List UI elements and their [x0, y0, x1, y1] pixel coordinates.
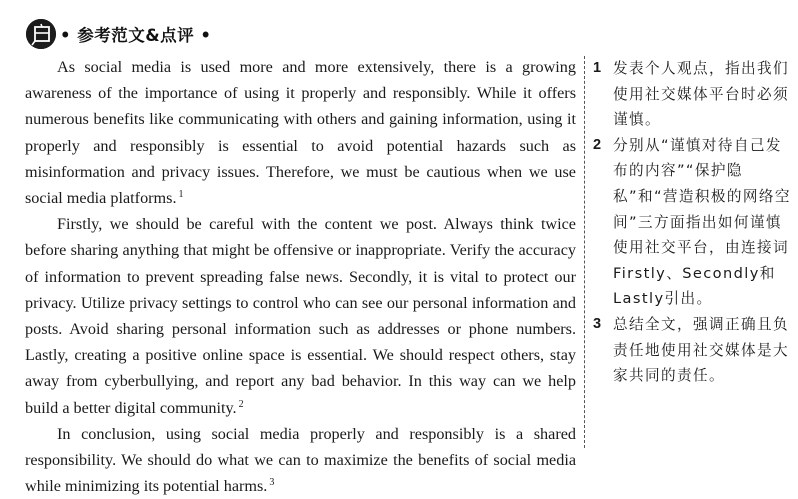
- note-number: 2: [593, 136, 602, 153]
- commentary-notes: [593, 56, 793, 389]
- essay-paragraph-3-text: In conclusion, using social media properly and responsibly is a shared responsibility. We should do what we can to maximize the benefits of social media while minimizing its potential harms.: [25, 424, 576, 496]
- essay-paragraph-2: [25, 211, 576, 421]
- model-essay: [25, 54, 576, 499]
- note-text: 分别从“谨慎对待自己发布的内容”“保护隐私”和“营造积极的网络空间”三方面指出如何谨慎使用社交平台，由连接词Firstly、Secondly和Lastly引出。: [613, 136, 791, 308]
- commentary-note-2: [593, 133, 793, 312]
- door-glyph-icon: [26, 19, 56, 49]
- essay-paragraph-3: [25, 421, 576, 499]
- section-title: • 参考范文&点评 •: [60, 26, 212, 45]
- section-badge-icon: [26, 19, 56, 49]
- essay-paragraph-1-text: As social media is used more and more extensively, there is a growing awareness of the importance of using it properly and responsibly. While it offers numerous benefits like communicating with others and gaining information, using it properly and responsibly is essential to avoid potential hazards such as misinformation and privacy issues. Therefore, we must be cautious when we use social media platforms.: [25, 58, 576, 208]
- note-ref-1: 1: [178, 189, 184, 201]
- essay-paragraph-1: [25, 54, 576, 211]
- essay-paragraph-2-text: Firstly, we should be careful with the content we post. Always think twice before sharing anything that might be offensive or inappropriate. Verify the accuracy of information to prevent spreading false news. Secondly, it is vital to protect our privacy. Utilize privacy settings to control who can see our personal information and posts. Avoid sharing personal information such as addresses or phone numbers. Lastly, creating a positive online space is essential. We should respect others, stay away from cyberbullying, and report any bad behavior. In this way can we help build a better digital community.: [25, 215, 576, 417]
- note-number: 3: [593, 315, 602, 332]
- commentary-note-3: [593, 312, 793, 389]
- section-header: [26, 17, 211, 51]
- note-ref-3: 3: [269, 477, 275, 489]
- dashed-divider: [584, 56, 585, 448]
- note-text: 总结全文，强调正确且负责任地使用社交媒体是大家共同的责任。: [613, 315, 789, 385]
- note-number: 1: [593, 60, 602, 76]
- note-text: 发表个人观点，指出我们使用社交媒体平台时必须谨慎。: [613, 60, 789, 129]
- note-ref-2: 2: [238, 398, 244, 410]
- commentary-note-1: [593, 56, 793, 133]
